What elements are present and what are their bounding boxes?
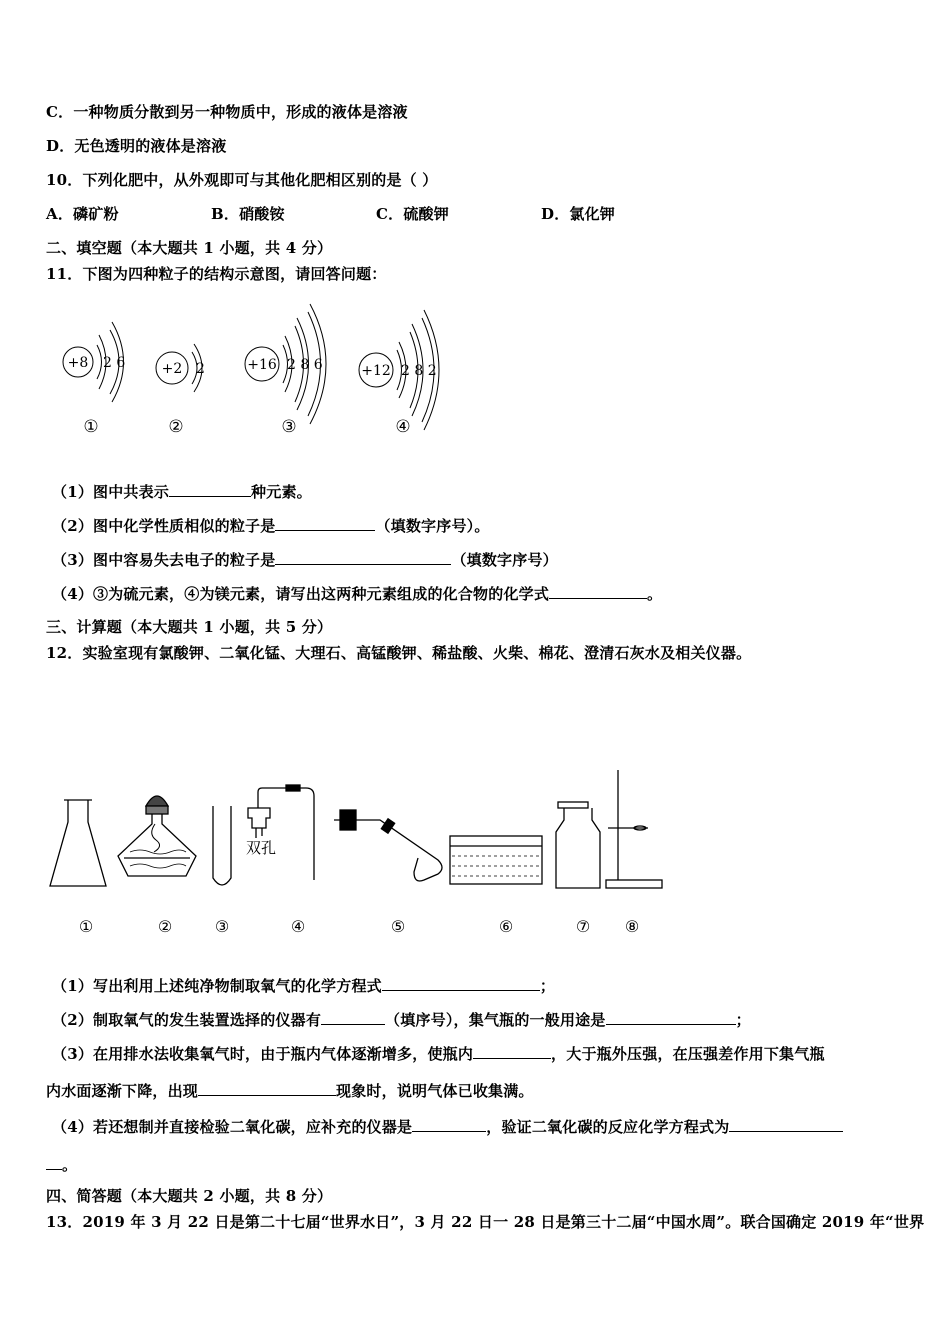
q11-sub2-text-a: （2）图中化学性质相似的粒子是 (52, 517, 276, 535)
q12-sub3-text-c: 内水面逐渐下降，出现 (46, 1082, 199, 1100)
stopper-with-tube (248, 785, 314, 880)
q11-stem: 11．下图为四种粒子的结构示意图，请回答问题： (46, 265, 387, 283)
apparatus-label-1: ① (78, 917, 94, 936)
q10-option-a: A．磷矿粉 (46, 205, 119, 223)
q11-sub3-text-a: （3）图中容易失去电子的粒子是 (52, 551, 276, 569)
atom-4-shells: 2 8 2 (401, 363, 437, 379)
q12-sub1 (52, 975, 555, 996)
q11-sub3-text-b: （填数字序号） (451, 551, 558, 569)
q12-sub4-blank-2-cont[interactable] (46, 1154, 62, 1170)
iron-stand (606, 770, 662, 888)
q12-sub1-text-a: （1）写出利用上述纯净物制取氧气的化学方程式 (52, 977, 382, 995)
q12-sub4-blank-1[interactable] (412, 1116, 486, 1132)
q11-sub2-text-b: （填数字序号）。 (375, 517, 490, 535)
q12-sub4-line1 (52, 1116, 843, 1137)
stopper-label: 双孔 (246, 839, 277, 857)
atom-1-label: ① (83, 417, 99, 437)
q12-sub3-text-a: （3）在用排水法收集氧气时，由于瓶内气体逐渐增多，使瓶内 (52, 1045, 474, 1063)
q10-option-c: C．硫酸钾 (376, 205, 449, 223)
apparatus-label-6: ⑥ (498, 917, 514, 936)
apparatus-label-3: ③ (214, 917, 230, 936)
atom-3-nucleus: +16 (247, 357, 277, 373)
q12-sub3-text-b: ，大于瓶外压强，在压强差作用下集气瓶 (551, 1045, 825, 1063)
q10-option-d: D．氯化钾 (541, 205, 616, 223)
q12-sub4-line2 (46, 1154, 77, 1175)
water-trough (450, 836, 542, 884)
alcohol-lamp (118, 796, 196, 876)
atom-2-label: ② (168, 417, 184, 437)
atom-3-shells: 2 8 6 (287, 357, 323, 373)
q12-sub3-blank-2[interactable] (198, 1080, 336, 1096)
q9-option-c: C．一种物质分散到另一种物质中，形成的液体是溶液 (46, 103, 408, 121)
q11-sub4-text-b: 。 (647, 585, 663, 603)
atom-1-shells: 2 6 (103, 355, 126, 371)
section-3-title: 三、计算题（本大题共 1 小题，共 5 分） (46, 618, 333, 636)
q12-sub1-blank[interactable] (382, 975, 540, 991)
apparatus-label-8: ⑧ (624, 917, 640, 936)
test-tube (213, 806, 231, 885)
q12-sub3-text-d: 现象时，说明气体已收集满。 (336, 1082, 534, 1100)
q12-sub2-text-a: （2）制取氧气的发生装置选择的仪器有 (52, 1011, 322, 1029)
q10-option-b: B．硝酸铵 (211, 205, 285, 223)
q12-sub4-blank-2[interactable] (729, 1116, 843, 1132)
apparatus-label-4: ④ (290, 917, 306, 936)
q12-stem: 12．实验室现有氯酸钾、二氧化锰、大理石、高锰酸钾、稀盐酸、火柴、棉花、澄清石灰水及相关仪器。 (46, 644, 752, 662)
atom-4-label: ④ (395, 417, 411, 437)
q12-sub2 (52, 1009, 751, 1030)
q11-sub1-text-a: （1）图中共表示 (52, 483, 170, 501)
q11-sub4-text-a: （4）③为硫元素，④为镁元素，请写出这两种元素组成的化合物的化学式 (52, 585, 550, 603)
q12-sub1-text-b: ； (539, 977, 556, 995)
section-4-title: 四、简答题（本大题共 2 小题，共 8 分） (46, 1187, 333, 1205)
q12-sub3-blank-1[interactable] (473, 1043, 551, 1059)
q10-stem: 10．下列化肥中，从外观即可与其他化肥相区别的是（ ） (46, 171, 438, 189)
atom-1-nucleus: +8 (67, 355, 89, 371)
q13-stem: 13．2019 年 3 月 22 日是第二十七届“世界水日”，3 月 22 日一 28 日是第三十二届“中国水周”。联合国确定 2019 年“世界 (46, 1213, 925, 1231)
bent-tube (334, 810, 442, 881)
q12-sub4-text-a: （4）若还想制并直接检验二氧化碳，应补充的仪器是 (52, 1118, 413, 1136)
gas-collection-bottle (556, 802, 600, 888)
q12-sub2-text-b: （填序号），集气瓶的一般用途是 (385, 1011, 606, 1029)
section-2-title: 二、填空题（本大题共 1 小题，共 4 分） (46, 239, 333, 257)
apparatus-label-7: ⑦ (575, 917, 591, 936)
atom-2-nucleus: +2 (161, 361, 183, 377)
q9-option-d: D．无色透明的液体是溶液 (46, 137, 227, 155)
atom-4-nucleus: +12 (361, 363, 391, 379)
q12-sub2-text-c: ； (735, 1011, 751, 1029)
q12-sub2-blank-2[interactable] (606, 1009, 736, 1025)
atom-3-label: ③ (281, 417, 297, 437)
atom-2-shells: 2 (196, 361, 205, 377)
q11-sub1-text-b: 种元素。 (251, 483, 312, 501)
apparatus-label-5: ⑤ (390, 917, 406, 936)
q12-sub2-blank-1[interactable] (321, 1009, 385, 1025)
q12-sub3-line2 (46, 1080, 534, 1101)
apparatus-label-2: ② (157, 917, 173, 936)
q12-sub3-line1 (52, 1043, 825, 1064)
q12-sub4-text-c: 。 (62, 1156, 78, 1174)
conical-flask (50, 800, 106, 886)
q12-sub4-text-b: ，验证二氧化碳的反应化学方程式为 (486, 1118, 730, 1136)
